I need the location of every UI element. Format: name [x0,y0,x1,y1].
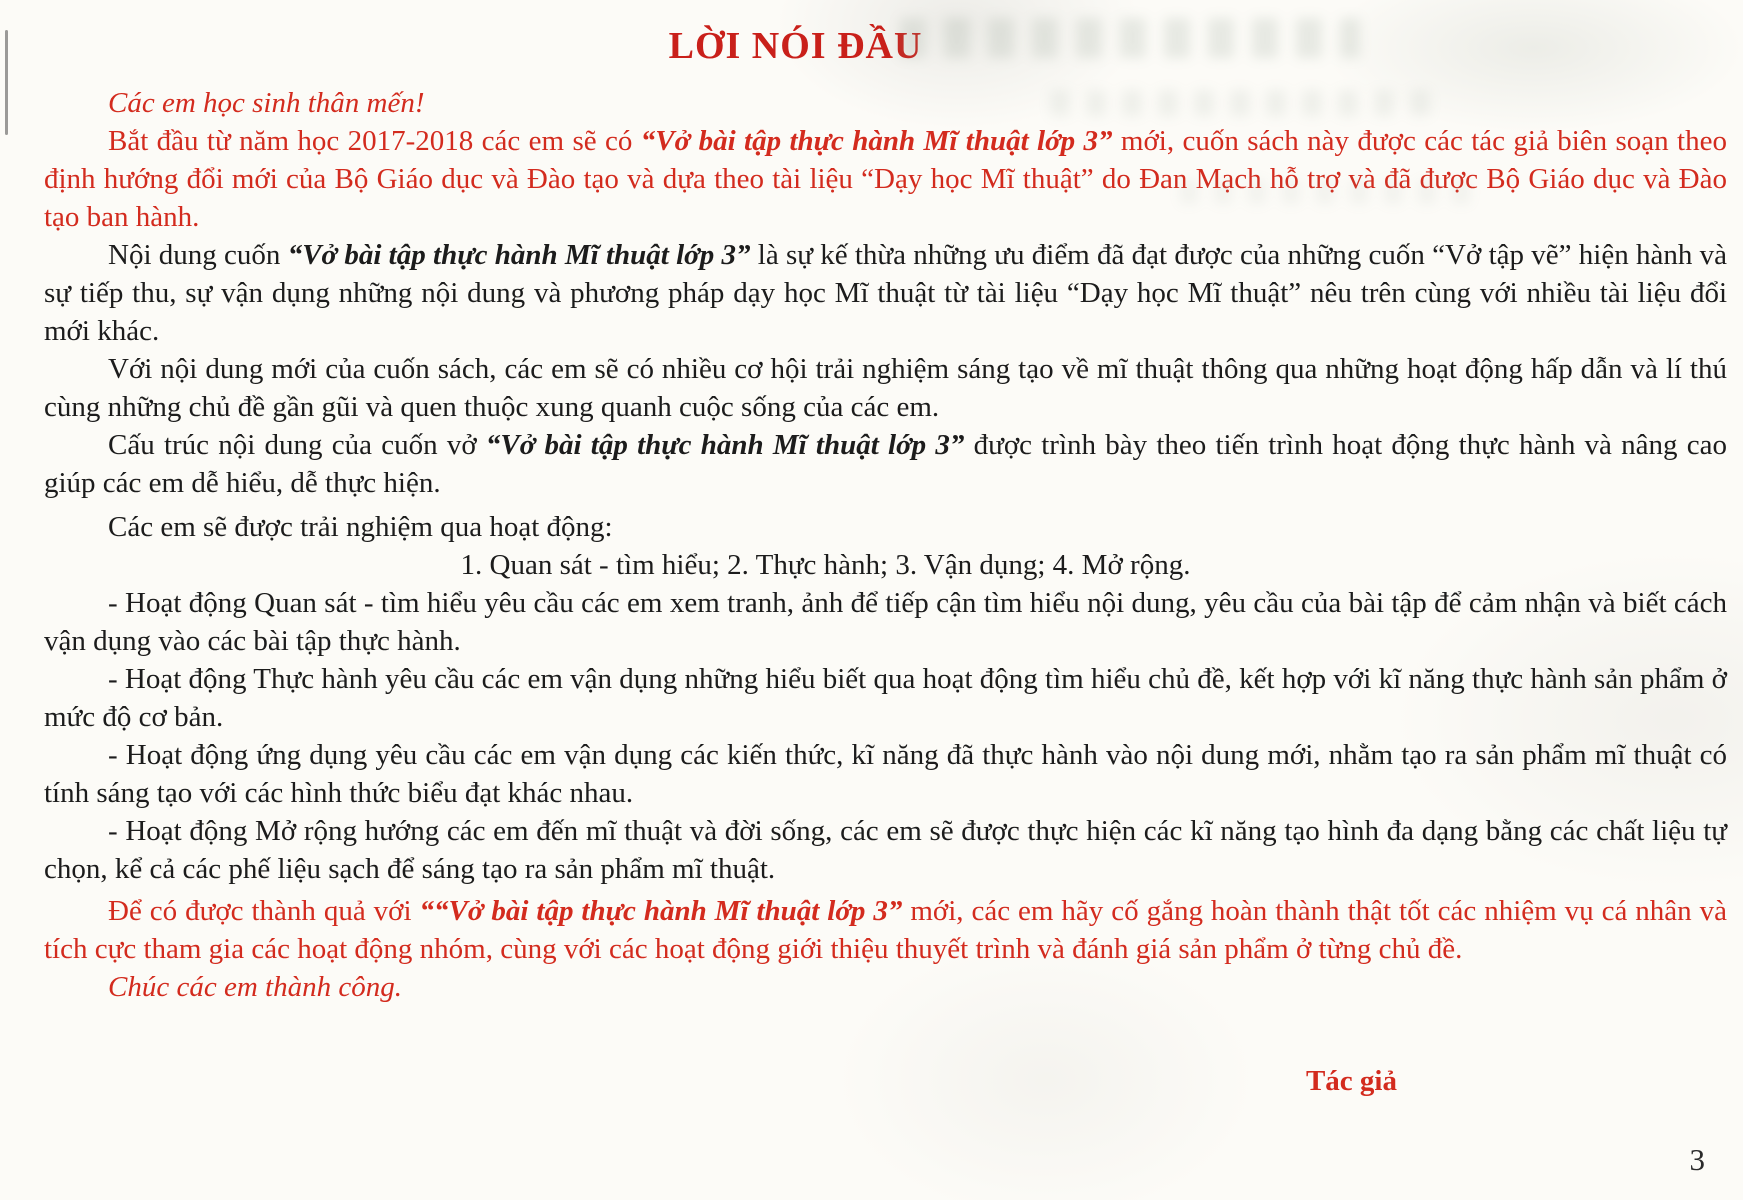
paragraph-intro: Bắt đầu từ năm học 2017-2018 các em sẽ có “Vở bài tập thực hành Mĩ thuật lớp 3” mới, cuốn sách này được các tác giả biên soạn theo định hướng đổi mới của Bộ Giáo dục và Đào tạo và dựa theo tài liệu “Dạy học Mĩ thuật” do Đan Mạch hỗ trợ và đã được Bộ Giáo dục và Đào tạo ban hành. [44,125,1727,233]
bullet-practice: - Hoạt động Thực hành yêu cầu các em vận dụng những hiểu biết qua hoạt động tìm hiểu chủ đề, kết hợp với kĩ năng thực hành sản phẩm ở mức độ cơ bản. [44,663,1727,733]
sign-off: Chúc các em thành công. [108,971,402,1003]
bullet-observe: - Hoạt động Quan sát - tìm hiểu yêu cầu các em xem tranh, ảnh để tiếp cận tìm hiểu nội dung, yêu cầu của bài tập để cảm nhận và biết cách vận dụng vào các bài tập thực hành. [44,587,1727,657]
paragraph-structure: Cấu trúc nội dung của cuốn vở “Vở bài tập thực hành Mĩ thuật lớp 3” được trình bày theo tiến trình hoạt động thực hành và nâng cao giúp các em dễ hiểu, dễ thực hiện. [44,429,1728,499]
page-number: 3 [1689,1142,1705,1177]
scan-edge-artifact [5,30,8,135]
paragraph-closing: Để có được thành quả với ““Vở bài tập thực hành Mĩ thuật lớp 3” mới, các em hãy cố gắng hoàn thành thật tốt các nhiệm vụ cá nhân và tích cực tham gia các hoạt động nhóm, cùng với các hoạt động giới thiệu thuyết trình và đánh giá sản phẩm ở từng chủ đề. [44,895,1727,965]
activities-list: 1. Quan sát - tìm hiểu; 2. Thực hành; 3. Vận dụng; 4. Mở rộng. [460,549,1191,581]
document-body [44,84,1727,1100]
bullet-extend: - Hoạt động Mở rộng hướng các em đến mĩ thuật và đời sống, các em sẽ được thực hiện các kĩ năng tạo hình đa dạng bằng các chất liệu tự chọn, kể cả các phế liệu sạch để sáng tạo ra sản phẩm mĩ thuật. [44,815,1727,885]
author-signature: Tác giả [1305,1065,1397,1097]
paragraph-content-overview: Nội dung cuốn “Vở bài tập thực hành Mĩ thuật lớp 3” là sự kế thừa những ưu điểm đã đạt được của những cuốn “Vở tập vẽ” hiện hành và sự tiếp thu, sự vận dụng những nội dung và phương pháp dạy học Mĩ thuật từ tài liệu “Dạy học Mĩ thuật” nêu trên cùng với nhiều tài liệu đổi mới khác. [44,239,1727,347]
paragraph-experience: Với nội dung mới của cuốn sách, các em sẽ có nhiều cơ hội trải nghiệm sáng tạo về mĩ thuật thông qua những hoạt động hấp dẫn và lí thú cùng những chủ đề gần gũi và quen thuộc xung quanh cuộc sống của các em. [44,353,1727,423]
activities-intro: Các em sẽ được trải nghiệm qua hoạt động: [108,511,613,543]
bullet-apply: - Hoạt động ứng dụng yêu cầu các em vận dụng các kiến thức, kĩ năng đã thực hành vào nội dung mới, nhằm tạo ra sản phẩm mĩ thuật có tính sáng tạo với các hình thức biểu đạt khác nhau. [44,739,1727,809]
page-title: LỜI NÓI ĐẦU [668,25,923,67]
salutation: Các em học sinh thân mến! [108,87,425,119]
